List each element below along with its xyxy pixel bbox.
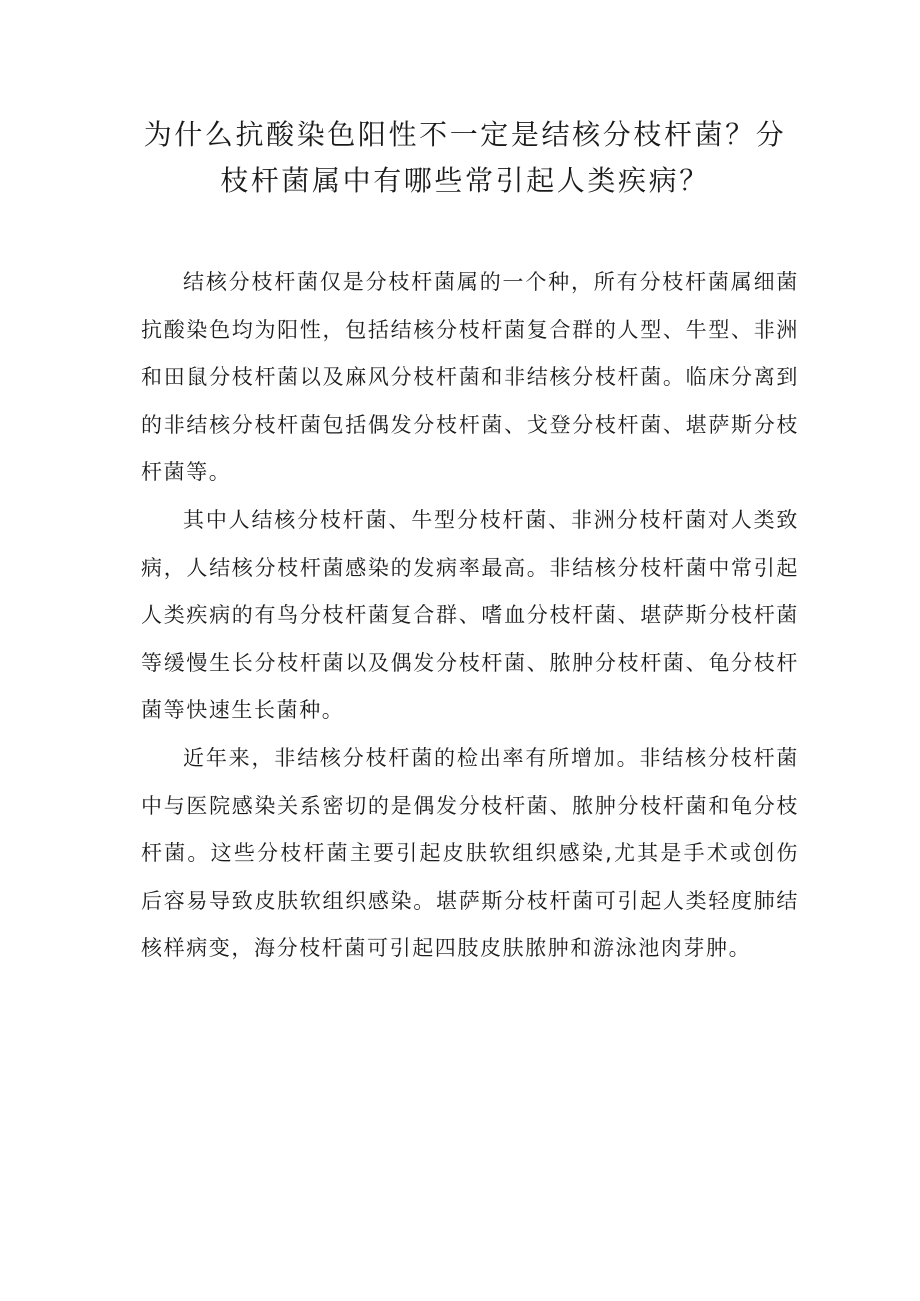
paragraph-1: 结核分枝杆菌仅是分枝杆菌属的一个种，所有分枝杆菌属细菌抗酸染色均为阳性，包括结核分枝杆菌复合群的人型、牛型、非洲和田鼠分枝杆菌以及麻风分枝杆菌和非结核分枝杆菌。临床分离到的非结核分枝杆菌包括偶发分枝杆菌、戈登分枝杆菌、堪萨斯分枝杆菌等。	[141, 270, 799, 485]
paragraph-2: 其中人结核分枝杆菌、牛型分枝杆菌、非洲分枝杆菌对人类致病，人结核分枝杆菌感染的发病率最高。非结核分枝杆菌中常引起人类疾病的有鸟分枝杆菌复合群、嗜血分枝杆菌、堪萨斯分枝杆菌等缓慢生长分枝杆菌以及偶发分枝杆菌、脓肿分枝杆菌、龟分枝杆菌等快速生长菌种。	[141, 507, 799, 723]
document-body	[141, 259, 799, 973]
paragraph-3: 近年来，非结核分枝杆菌的检出率有所增加。非结核分枝杆菌中与医院感染关系密切的是偶发分枝杆菌、脓肿分枝杆菌和龟分枝杆菌。这些分枝杆菌主要引起皮肤软组织感染,尤其是手术或创伤后容易导致皮肤软组织感染。堪萨斯分枝杆菌可引起人类轻度肺结核样病变，海分枝杆菌可引起四肢皮肤脓肿和游泳池肉芽肿。	[141, 745, 799, 961]
document-title: 为什么抗酸染色阳性不一定是结核分枝杆菌？分枝杆菌属中有哪些常引起人类疾病？	[143, 118, 787, 197]
